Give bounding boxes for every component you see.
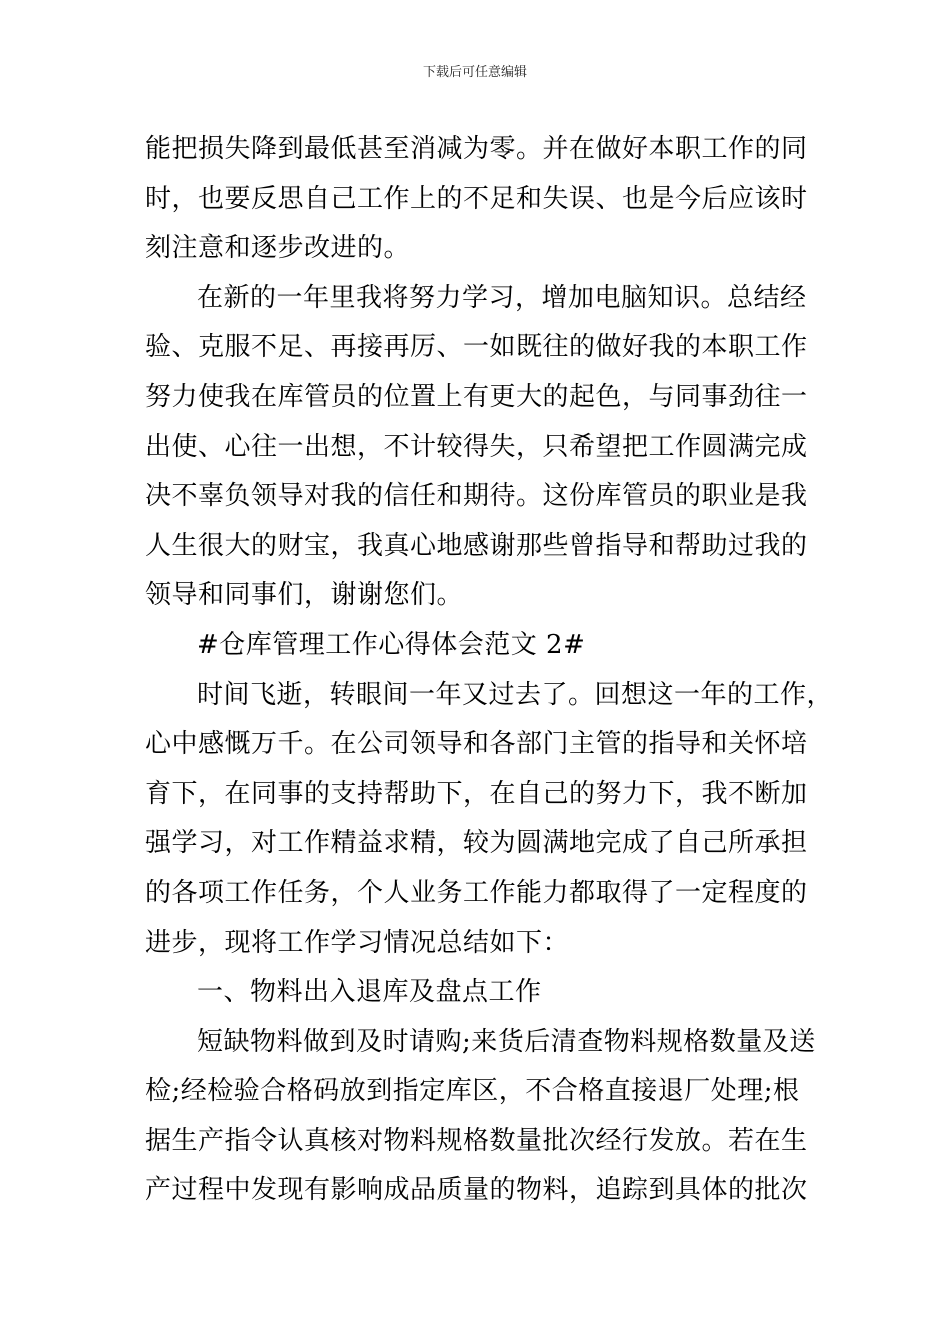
text-line: 验、克服不足、再接再厉、一如既往的做好我的本职工作 bbox=[145, 332, 808, 363]
text-line: 出使、心往一出想，不计较得失，只希望把工作圆满完成 bbox=[145, 431, 808, 462]
text-line: 人生很大的财宝，我真心地感谢那些曾指导和帮助过我的 bbox=[145, 530, 808, 561]
text-line: 短缺物料做到及时请购;来货后清查物料规格数量及送 bbox=[197, 1026, 816, 1057]
text-line: 育下，在同事的支持帮助下，在自己的努力下，我不断加 bbox=[145, 778, 808, 809]
text-line: 心中感慨万千。在公司领导和各部门主管的指导和关怀培 bbox=[145, 729, 808, 760]
text-line: 刻注意和逐步改进的。 bbox=[145, 233, 411, 264]
text-line: 努力使我在库管员的位置上有更大的起色，与同事劲往一 bbox=[145, 381, 808, 412]
text-line: 能把损失降到最低甚至消减为零。并在做好本职工作的同 bbox=[145, 134, 808, 164]
text-line: 决不辜负领导对我的信任和期待。这份库管员的职业是我 bbox=[145, 481, 808, 512]
section-heading: #仓库管理工作心得体会范文 2# bbox=[197, 629, 586, 660]
text-line: 检;经检验合格码放到指定库区，不合格直接退厂处理;根 bbox=[145, 1076, 800, 1107]
text-line: 时间飞逝，转眼间一年又过去了。回想这一年的工作， bbox=[197, 679, 834, 710]
text-line: 产过程中发现有影响成品质量的物料，追踪到具体的批次 bbox=[145, 1175, 808, 1206]
text-line: 进步，现将工作学习情况总结如下： bbox=[145, 927, 570, 958]
subsection-heading: 一、物料出入退库及盘点工作 bbox=[197, 977, 542, 1008]
page-header: 下载后可任意编辑 bbox=[422, 65, 527, 80]
text-line: 在新的一年里我将努力学习，增加电脑知识。总结经 bbox=[197, 282, 807, 313]
text-line: 领导和同事们，谢谢您们。 bbox=[145, 580, 464, 611]
document-body bbox=[145, 125, 834, 1216]
text-line: 的各项工作任务，个人业务工作能力都取得了一定程度的 bbox=[145, 877, 808, 908]
text-line: 时，也要反思自己工作上的不足和失误、也是今后应该时 bbox=[145, 183, 808, 214]
text-line: 强学习，对工作精益求精，较为圆满地完成了自己所承担 bbox=[145, 828, 808, 859]
text-line: 据生产指令认真核对物料规格数量批次经行发放。若在生 bbox=[145, 1125, 808, 1156]
